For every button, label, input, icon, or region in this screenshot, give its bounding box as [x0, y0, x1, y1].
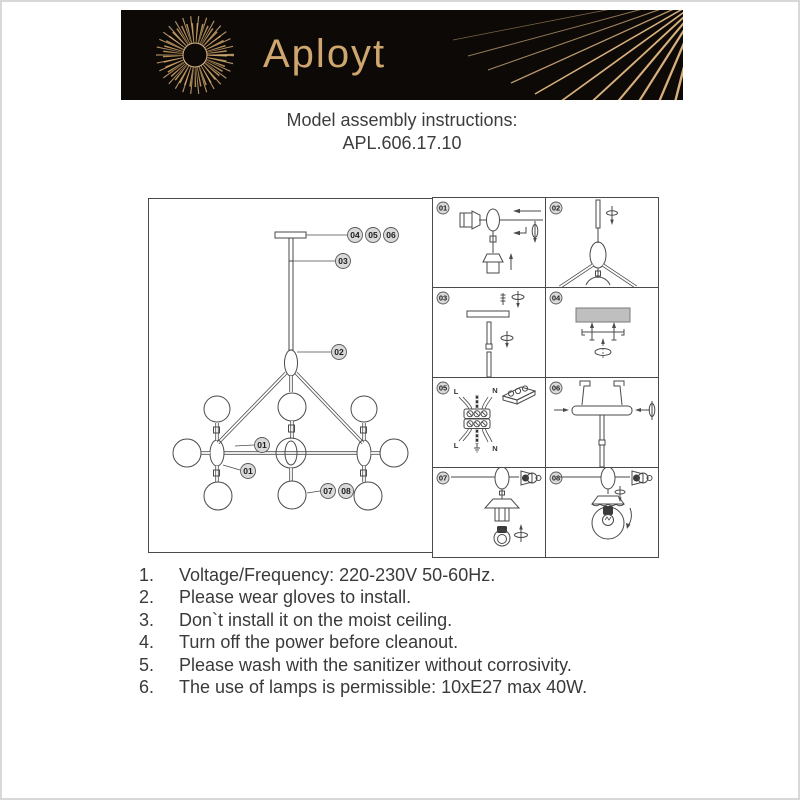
side-lamp [460, 211, 480, 229]
elbow-connector [513, 221, 538, 243]
chandelier-drawing [149, 199, 434, 552]
step-cell-02 [545, 197, 659, 288]
instruction-item [139, 564, 679, 586]
light-bulb [494, 526, 510, 546]
page-title: Model assembly instructions: [286, 110, 518, 130]
globe [354, 482, 382, 510]
step-cell-05 [432, 377, 546, 468]
svg-text:02: 02 [334, 347, 344, 357]
svg-text:03: 03 [338, 256, 348, 266]
step-cell-03 [432, 287, 546, 378]
instruction-number: 6. [139, 677, 155, 698]
callout-07-08 [307, 484, 354, 499]
rod-segment-upper [486, 322, 492, 349]
globe [173, 439, 201, 467]
instruction-text: Turn off the power before cleanout. [179, 632, 459, 653]
step-number: 02 [551, 203, 561, 213]
step-number: 08 [551, 473, 561, 483]
globe [204, 482, 232, 510]
svg-text:04: 04 [350, 230, 360, 240]
instruction-number: 2. [139, 587, 155, 608]
threaded-pin [501, 293, 506, 305]
instruction-item [139, 654, 679, 676]
center-hub [276, 393, 306, 509]
corner-rays-decoration [353, 10, 683, 100]
callout-01-stem [223, 464, 256, 479]
hanging-rod [289, 238, 293, 350]
brand-name: Aployt [263, 32, 387, 76]
svg-text:06: 06 [386, 230, 396, 240]
ceiling-base [576, 308, 630, 322]
step-number: 01 [438, 203, 448, 213]
instruction-text: Voltage/Frequency: 220-230V 50-60Hz. [179, 565, 496, 585]
assembly-steps-grid [433, 197, 659, 552]
instruction-text: The use of lamps is permissible: 10xE27 max 40W. [179, 677, 588, 698]
mounting-screws [590, 322, 617, 340]
wire-label-N: N [492, 386, 498, 395]
svg-text:05: 05 [368, 230, 378, 240]
step-cell-01 [432, 197, 546, 288]
rotation-arrow [515, 524, 528, 542]
starburst-logo-icon [155, 15, 235, 95]
down-shade [485, 489, 519, 521]
center-body-legs [560, 242, 636, 287]
instruction-number: 3. [139, 609, 155, 630]
globe [351, 396, 377, 422]
instruction-item [139, 609, 679, 631]
mounting-bracket [582, 329, 624, 335]
svg-text:07: 07 [323, 486, 333, 496]
left-hub [173, 396, 232, 510]
chandelier-diagram-panel [148, 198, 435, 553]
instruction-item [139, 586, 679, 608]
rod-insert-arrow [500, 209, 543, 220]
down-lamp [483, 231, 513, 273]
rotation-arrow [607, 206, 618, 225]
callout-03 [293, 254, 351, 269]
terminal-block-3d [503, 386, 535, 404]
instruction-text: Please wear gloves to install. [179, 587, 412, 608]
instruction-item [139, 631, 679, 653]
step-number: 05 [438, 383, 448, 393]
model-number: APL.606.17.10 [342, 133, 462, 153]
step-cell-08 [545, 467, 659, 558]
step-cell-06 [545, 377, 659, 468]
globe [278, 481, 306, 509]
arm-hub [451, 468, 519, 489]
instruction-number: 5. [139, 654, 155, 675]
side-bulb [521, 471, 541, 485]
ceiling-plate [467, 311, 509, 317]
step-number: 04 [551, 293, 561, 303]
callout-02 [297, 345, 347, 360]
ground-symbol [474, 444, 480, 452]
ceiling-plate [275, 232, 306, 238]
right-hub [351, 396, 408, 510]
wire-label-N: N [492, 444, 498, 453]
brand-banner [121, 10, 683, 100]
rotation-arrow [595, 338, 611, 358]
step-cell-04 [545, 287, 659, 378]
step-cell-07 [432, 467, 546, 558]
globe [278, 393, 306, 421]
svg-text:01: 01 [257, 440, 267, 450]
instruction-list [139, 564, 679, 698]
step-number: 07 [438, 473, 448, 483]
rod [599, 415, 605, 467]
center-body [285, 350, 298, 376]
step-number: 03 [438, 293, 448, 303]
instruction-text: Don`t install it on the moist ceiling. [179, 609, 453, 630]
svg-text:08: 08 [341, 486, 351, 496]
step-number: 06 [551, 383, 561, 393]
arm-hub [479, 209, 500, 231]
wire-label-L: L [453, 387, 459, 396]
rotation-arrow-2 [501, 331, 513, 348]
callout-01-bar [235, 438, 270, 453]
globe [204, 396, 230, 422]
shade-and-globe [592, 496, 631, 539]
instruction-number: 1. [139, 565, 155, 585]
canopy [572, 381, 632, 415]
instruction-item [139, 676, 679, 698]
arm-hub [560, 468, 630, 489]
instruction-text: Please wash with the sanitizer without corrosivity. [179, 654, 572, 675]
rotation-arrow [512, 291, 524, 308]
wire-label-L: L [453, 441, 459, 450]
rod-segment-lower [487, 352, 491, 377]
instruction-number: 4. [139, 632, 155, 653]
callout-04-05-06 [306, 228, 399, 243]
terminal-block [464, 409, 490, 429]
svg-text:01: 01 [243, 466, 253, 476]
rod [596, 200, 600, 243]
globe [380, 439, 408, 467]
side-bulb [632, 471, 652, 485]
